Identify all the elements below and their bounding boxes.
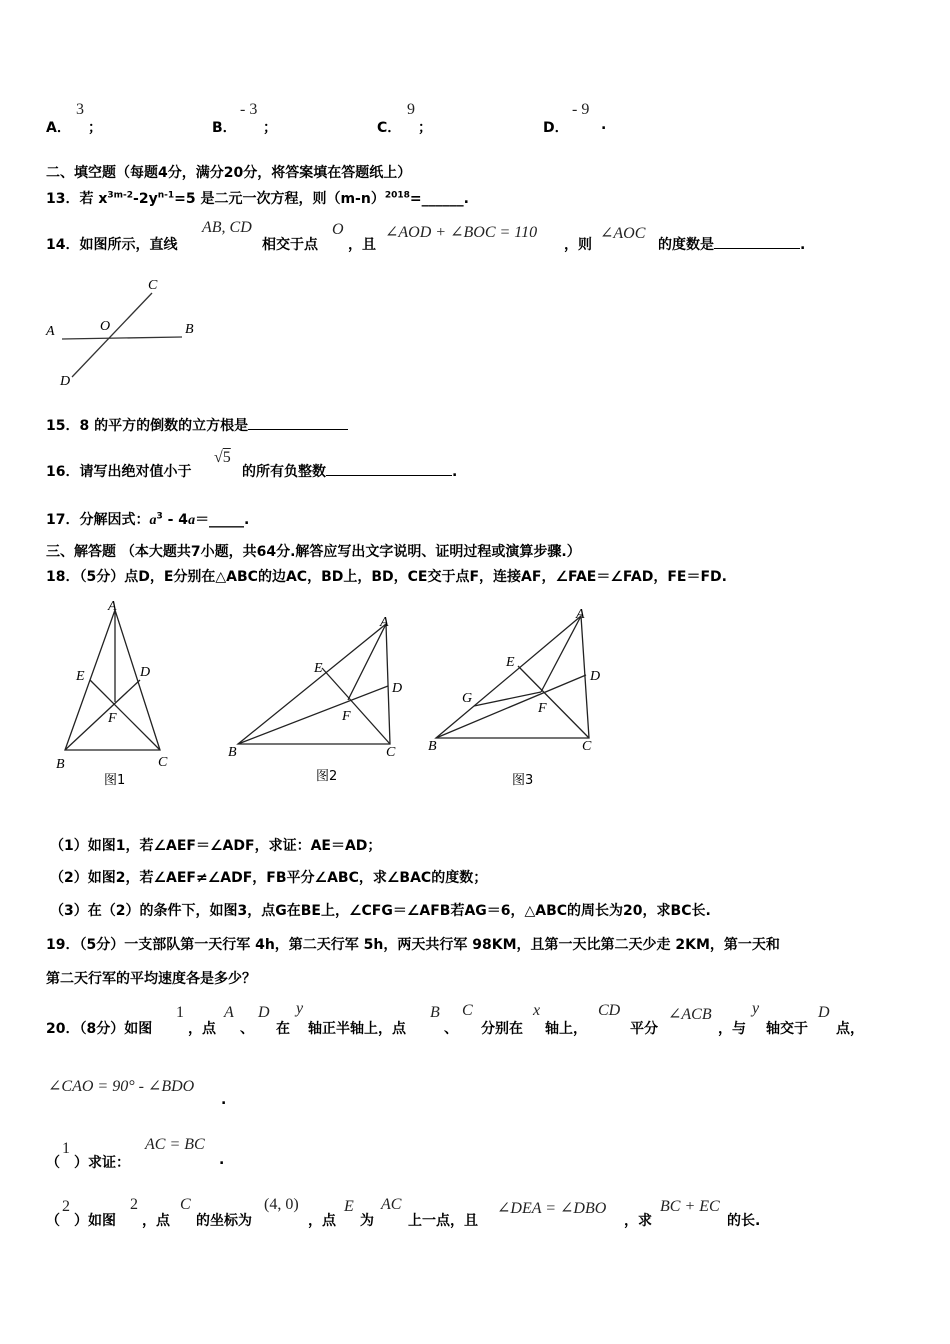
label-d: D [60,374,71,389]
fig3-label-e: E [506,655,515,670]
q20-p2-num: 2 [62,1198,70,1215]
q20-p1-text: ）求证： [74,1155,130,1171]
q13-sup1: 3m-2 [107,190,134,201]
q14-math-lines: AB, CD [202,219,252,236]
section3-heading: 三、解答题 （本大题共7小题，共64分.解答应写出文字说明、证明过程或演算步骤.） [46,544,581,560]
q14-text-5 [658,234,805,254]
q20-p1-end: . [219,1152,225,1168]
fig3-label-a: A [576,607,585,622]
q16-sqrt: √5 [214,449,231,466]
fig3-label-c: C [582,739,592,754]
q20-p2-m4: E [344,1198,354,1215]
question-18: 18．（5分）点D，E分别在△ABC的边AC，BD上，BD，CE交于点F，连接AF，∠FAE＝∠FAD，FE＝FD. [46,569,727,585]
q20-p2-open: （ [46,1213,60,1229]
q20-m8: CD [598,1002,621,1019]
line-ab [62,337,182,339]
q14-blank [714,234,800,249]
fig1-label-b: B [56,757,65,772]
q17-text: 17．分解因式： [46,512,150,528]
q18-part-2: （2）如图2，若∠AEF≠∠ADF，FB平分∠ABC，求∠BAC的度数； [50,870,488,886]
q14-text-4: ，则 [564,237,592,253]
q19-line-2: 第二天行军的平均速度各是多少？ [46,971,256,987]
fig2-label-b: B [228,745,237,760]
fig2-label-d: D [392,681,403,696]
q20-p2-t2: ，点 [142,1213,170,1229]
line-cd [72,293,152,377]
q14-t5: 的度数是 [658,237,714,253]
q17-tail: ＝_____. [195,512,250,528]
fig3-caption: 图3 [512,773,534,788]
option-b-tail: ； [263,120,277,136]
q20-t7: 轴上， [545,1021,587,1037]
q20-p1-num: 1 [62,1140,70,1157]
option-a [46,117,71,137]
option-d-value: - 9 [572,101,590,118]
q17-a: a [149,513,157,528]
q13-prefix: 13．若 x [46,191,108,207]
fig3-label-g: G [462,691,473,706]
fig1-label-d: D [140,665,151,680]
q16-radicand: 5 [222,449,231,466]
q20-t9: ，与 [718,1021,746,1037]
q20-t8: 平分 [630,1021,658,1037]
fig3-label-f: F [538,701,547,716]
q16-tail [242,461,457,481]
q20-p2-t4: ，点 [308,1213,336,1229]
q13-sup2: n-1 [157,190,175,201]
q14-num: 14．如图所示，直线 [46,237,178,253]
q14-math-condition: ∠AOD + ∠BOC = 110 [385,224,538,241]
question-17 [46,509,249,529]
fig1-caption: 图1 [104,773,126,788]
q18-part-3: （3）在（2）的条件下，如图3，点G在BE上，∠CFG＝∠AFB若AG＝6，△ABC的周长为20，求BC长. [50,903,711,919]
label-b: B [185,322,194,337]
fig1-label-f: F [108,711,117,726]
q20-m4: y [296,1000,304,1017]
section2-heading: 二、填空题（每题4分，满分20分，将答案填在答题纸上） [46,165,412,181]
q17-a2: a [188,513,196,528]
q13-end: =______. [409,191,469,207]
q20-t11: 点， [836,1021,864,1037]
q20-p2-t3: 的坐标为 [196,1213,252,1229]
q14-math-angle: ∠AOC [600,225,646,242]
q18-part-1: （1）如图1，若∠AEF＝∠ADF，求证：AE＝AD； [50,838,382,854]
q16-tail-text: 的所有负整数 [242,464,326,480]
q20-p2-t8: 的长. [727,1213,761,1229]
label-c: C [148,278,158,293]
fig2-label-a: A [380,615,389,630]
q13-mid: -2y [133,191,158,207]
q20-p2-m2: C [180,1196,191,1213]
fig2-label-c: C [386,745,396,760]
q20-p2-m1: 2 [130,1196,138,1213]
q20-t3: 在 [276,1021,290,1037]
q20-t2: 、 [240,1021,254,1037]
q20-condition-end: . [221,1092,227,1108]
q20-m7: x [533,1002,541,1019]
fig1-label-e: E [76,669,85,684]
figure-18-3 [424,602,624,792]
fig3-label-d: D [590,669,601,684]
fig1-label-a: A [108,599,117,614]
figure-q14 [40,275,210,395]
fig3-label-b: B [428,739,437,754]
option-d-label: D． [543,120,569,136]
q20-p2-m5: AC [381,1196,402,1213]
q20-p2-t1: ）如图 [74,1213,116,1229]
q14-text-3: ，且 [348,237,376,253]
option-d-tail: . [601,117,607,133]
q20-m6: C [462,1002,473,1019]
q20-p2-m6: ∠DEA = ∠DBO [497,1200,607,1217]
q20-p2-t6: 上一点，且 [408,1213,478,1229]
q20-m5: B [430,1004,440,1021]
option-b-value: - 3 [240,101,258,118]
q13-sup3: 2018 [384,190,410,201]
q20-m11: D [818,1004,830,1021]
fig2-caption: 图2 [316,769,338,784]
figure-18-2 [224,610,414,790]
q16-blank [326,461,452,476]
q17-mid: - 4 [162,512,189,528]
q20-m10: y [752,1000,760,1017]
q16-text: 16．请写出绝对值小于 [46,464,192,480]
option-d [543,117,569,137]
option-b-label: B． [212,120,237,136]
q20-p2-m7: BC + EC [660,1198,720,1215]
q17-sup: 3 [156,511,163,522]
q20-p2-t7: ，求 [624,1213,652,1229]
q20-m1: 1 [176,1004,184,1021]
option-c-value: 9 [407,101,415,118]
q20-t10: 轴交于 [766,1021,808,1037]
q19-line-1: 19．（5分）一支部队第一天行军 4h，第二天行军 5h，两天共行军 98KM，且第一天比第二天少走 2KM，第一天和 [46,937,780,953]
option-b [212,117,237,137]
q20-condition: ∠CAO = 90° - ∠BDO [48,1078,195,1095]
question-14 [46,234,177,254]
q20-p1-open: （ [46,1155,60,1171]
question-16 [46,461,191,481]
fig2-label-f: F [342,709,351,724]
q20-t1: ，点 [188,1021,216,1037]
q20-p1-math: AC = BC [145,1136,205,1153]
q15-text: 15．8 的平方的倒数的立方根是 [46,418,249,434]
q20-p2-t5: 为 [360,1213,374,1229]
q14-text-2: 相交于点 [262,237,318,253]
q14-end: . [800,237,806,253]
label-a: A [46,324,55,339]
option-a-tail: ； [88,120,102,136]
q15-blank [248,415,348,430]
fig1-label-c: C [158,755,168,770]
q13-tail: =5 是二元一次方程，则（m-n） [174,191,385,207]
label-o: O [100,319,111,334]
q14-math-point: O [332,221,344,238]
question-15 [46,415,348,435]
option-a-label: A． [46,120,71,136]
q20-num: 20．（8分）如图 [46,1021,153,1037]
option-c [377,117,401,137]
figure-18-1 [48,598,188,788]
option-c-tail: ； [418,120,432,136]
option-a-value: 3 [76,101,84,118]
q20-t5: 、 [444,1021,458,1037]
option-c-label: C． [377,120,402,136]
q20-p2-m3: (4, 0) [264,1196,299,1213]
q16-end: . [452,464,458,480]
fig2-label-e: E [314,661,323,676]
q20-t6: 分别在 [481,1021,523,1037]
q20-t4: 轴正半轴上，点 [308,1021,406,1037]
q20-m3: D [258,1004,270,1021]
question-13 [46,188,469,208]
q20-m2: A [224,1004,234,1021]
q20-m9: ∠ACB [668,1006,712,1023]
